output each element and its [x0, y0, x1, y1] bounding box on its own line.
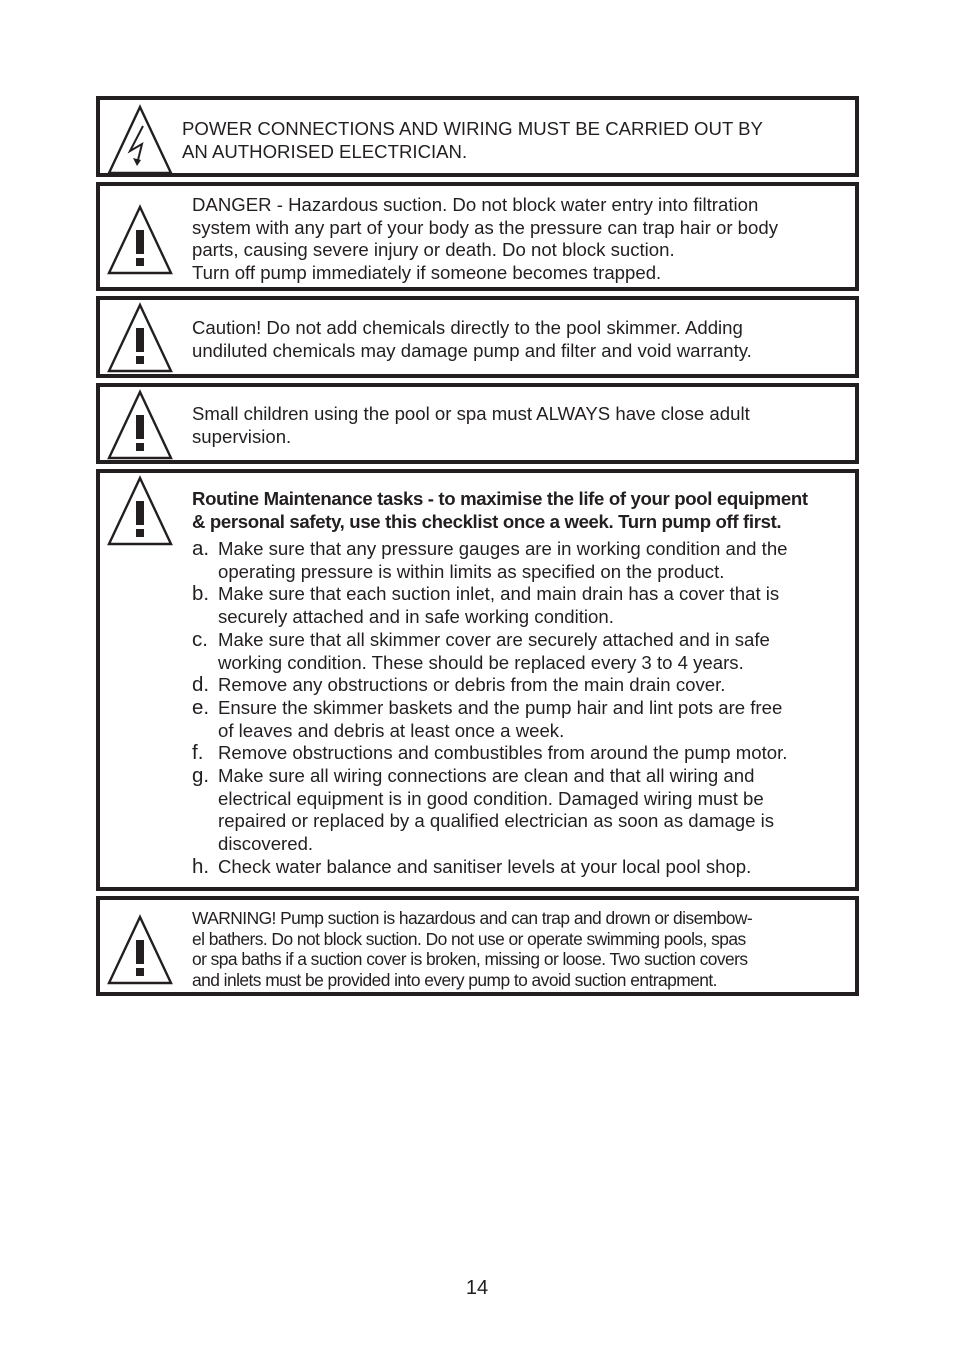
text-line: DANGER - Hazardous suction. Do not block water entry into filtration — [192, 194, 759, 215]
item-letter: a. — [192, 537, 210, 560]
text-line: el bathers. Do not block suction. Do not use or operate swimming pools, spas — [192, 928, 746, 949]
text-line: Turn off pump immediately if someone becomes trapped. — [192, 262, 662, 284]
item-line: discovered. — [218, 833, 314, 855]
checklist-item — [192, 856, 853, 879]
checklist-item — [192, 765, 853, 856]
warning-exclamation-icon — [106, 302, 174, 374]
danger-notice — [96, 182, 859, 291]
supervision-notice — [96, 383, 859, 464]
checklist-item — [192, 674, 853, 697]
text-line: Caution! Do not add chemicals directly to the pool skimmer. Adding — [192, 317, 743, 338]
item-line: Ensure the skimmer baskets and the pump hair and lint pots are free — [218, 696, 783, 718]
text-line: and inlets must be provided into every pump to avoid suction entrapment. — [192, 969, 717, 990]
text-line: system with any part of your body as the pressure can trap hair or body — [192, 216, 778, 238]
text-line: POWER CONNECTIONS AND WIRING MUST BE CARRIED OUT BY — [182, 118, 763, 139]
checklist-item — [192, 697, 853, 742]
warning-exclamation-icon — [106, 475, 174, 547]
item-line: Make sure that all skimmer cover are securely attached and in safe — [218, 628, 770, 650]
heading-line: Routine Maintenance tasks - to maximise the life of your pool equipment — [192, 488, 808, 509]
page-number: 14 — [465, 1277, 489, 1299]
warning-exclamation-icon — [106, 389, 174, 461]
item-letter: c. — [192, 627, 208, 651]
electric-hazard-icon — [106, 104, 174, 176]
heading-line: & personal safety, use this checklist once a week. Turn pump off first. — [192, 510, 782, 532]
checklist-item — [192, 583, 853, 628]
text-line: undiluted chemicals may damage pump and filter and void warranty. — [192, 339, 752, 361]
item-letter: d. — [192, 673, 210, 697]
item-line: Make sure that each suction inlet, and main drain has a cover that is — [218, 583, 780, 605]
warning-exclamation-icon — [106, 914, 174, 986]
text-line: WARNING! Pump suction is hazardous and can trap and drown or disembow- — [192, 908, 753, 928]
notice-text — [182, 118, 849, 163]
item-line: operating pressure is within limits as specified on the product. — [218, 560, 725, 582]
item-line: Make sure that any pressure gauges are in working condition and the — [218, 538, 788, 559]
item-letter: h. — [192, 854, 210, 878]
electrical-notice — [96, 96, 859, 177]
checklist-text — [192, 488, 853, 879]
checklist-item — [192, 629, 853, 674]
checklist-item — [192, 742, 853, 765]
notice-text — [192, 194, 849, 285]
item-letter: b. — [192, 582, 210, 606]
item-line: securely attached and in safe working condition. — [218, 606, 614, 628]
warning-text — [192, 908, 853, 990]
suction-warning — [96, 896, 859, 996]
item-letter: e. — [192, 695, 210, 719]
text-line: Small children using the pool or spa must ALWAYS have close adult — [192, 403, 750, 424]
checklist-heading — [192, 488, 853, 533]
text-line: AN AUTHORISED ELECTRICIAN. — [182, 140, 468, 162]
checklist — [192, 538, 853, 879]
notice-text — [192, 317, 849, 362]
warning-exclamation-icon — [106, 204, 174, 276]
item-line: repaired or replaced by a qualified electrician as soon as damage is — [218, 810, 775, 832]
text-line: or spa baths if a suction cover is broken, missing or loose. Two suction covers — [192, 949, 748, 969]
text-line: supervision. — [192, 425, 292, 447]
maintenance-checklist — [96, 469, 859, 891]
text-line: parts, causing severe injury or death. Do not block suction. — [192, 239, 675, 261]
item-line: Check water balance and sanitiser levels at your local pool shop. — [218, 855, 752, 877]
item-letter: f. — [192, 741, 204, 765]
item-line: Make sure all wiring connections are clean and that all wiring and — [218, 765, 755, 787]
item-line: electrical equipment is in good condition. Damaged wiring must be — [218, 787, 764, 809]
item-line: of leaves and debris at least once a week. — [218, 719, 565, 741]
checklist-item — [192, 538, 853, 583]
item-line: working condition. These should be replaced every 3 to 4 years. — [218, 651, 744, 673]
notice-text — [192, 403, 849, 448]
item-line: Remove any obstructions or debris from the main drain cover. — [218, 674, 726, 696]
caution-notice — [96, 296, 859, 378]
item-letter: g. — [192, 764, 210, 788]
item-line: Remove obstructions and combustibles from around the pump motor. — [218, 742, 788, 764]
